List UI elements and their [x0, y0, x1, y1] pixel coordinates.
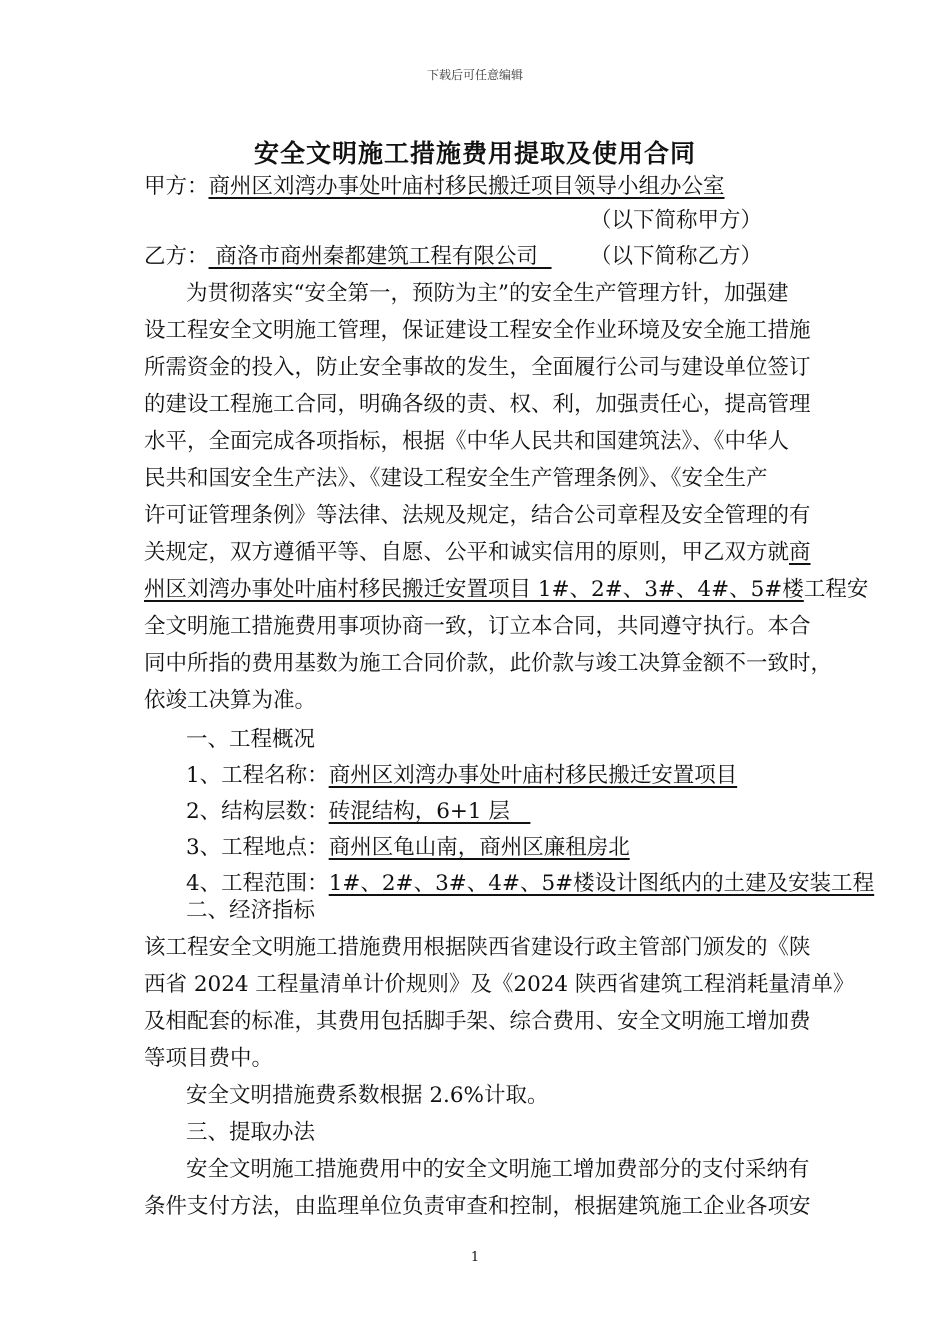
section-2-line: 等项目费中。 [144, 1046, 274, 1071]
section-1-heading: 一、工程概况 [186, 727, 316, 752]
item-label: 1、工程名称： [186, 763, 329, 788]
document-title: 安全文明施工措施费用提取及使用合同 [253, 139, 696, 168]
intro-line: 的建设工程施工合同，明确各级的责、权、利，加强责任心，提高管理 [144, 392, 811, 417]
structure-item [186, 801, 530, 823]
page-header-note: 下载后可任意编辑 [426, 68, 523, 82]
intro-line: 全文明施工措施费用事项协商一致，订立本合同，共同遵守执行。本合 [144, 614, 811, 639]
party-b-name: 商洛市商州秦都建筑工程有限公司 [208, 244, 552, 269]
intro-text: 工程安 [803, 577, 869, 602]
section-2-line: 该工程安全文明施工措施费用根据陕西省建设行政主管部门颁发的《陕 [144, 935, 811, 960]
item-label: 4、工程范围： [186, 871, 329, 896]
intro-text: 关规定，双方遵循平等、自愿、公平和诚实信用的原则，甲乙双方就 [144, 540, 790, 565]
page-number: 1 [470, 1250, 480, 1265]
location-item [186, 837, 630, 859]
intro-line: 水平，全面完成各项指标，根据《中华人民共和国建筑法》、《中华人 [144, 429, 790, 454]
item-value: 砖混结构，6+1 层 [328, 799, 531, 824]
section-3-heading: 三、提取办法 [186, 1120, 316, 1145]
project-name-underlined: 商 [789, 540, 811, 565]
party-a-label: 甲方： [144, 174, 209, 199]
intro-line: 许可证管理条例》等法律、法规及规定，结合公司章程及安全管理的有 [144, 503, 811, 528]
intro-line: 同中所指的费用基数为施工合同价款，此价款与竣工决算金额不一致时， [144, 651, 833, 676]
party-a-suffix: （以下简称甲方） [590, 208, 763, 233]
item-label: 2、结构层数： [186, 799, 329, 824]
scope-item [186, 873, 874, 895]
party-b-suffix: （以下简称乙方） [590, 244, 763, 269]
item-value: 商州区龟山南，商州区廉租房北 [328, 835, 630, 860]
project-name-item [186, 765, 737, 787]
intro-line [144, 542, 811, 564]
section-3-line: 条件支付方法，由监理单位负责审查和控制，根据建筑施工企业各项安 [144, 1194, 811, 1219]
intro-line: 民共和国安全生产法》、《建设工程安全生产管理条例》、《安全生产 [144, 466, 768, 491]
item-value: 1#、2#、3#、4#、5#楼设计图纸内的土建及安装工程 [328, 871, 875, 896]
intro-line: 为贯彻落实“安全第一，预防为主”的安全生产管理方针，加强建 [186, 281, 789, 306]
section-2-heading: 二、经济指标 [186, 898, 316, 923]
intro-line [144, 579, 868, 601]
item-value: 商州区刘湾办事处叶庙村移民搬迁安置项目 [328, 763, 738, 788]
section-2-line: 安全文明措施费系数根据 2.6%计取。 [186, 1083, 549, 1108]
intro-line: 依竣工决算为准。 [144, 688, 317, 713]
party-b-label: 乙方： [144, 244, 209, 269]
party-b-line [144, 246, 552, 268]
party-a-line [144, 176, 725, 198]
party-a-name: 商州区刘湾办事处叶庙村移民搬迁项目领导小组办公室 [208, 174, 725, 199]
item-label: 3、工程地点： [186, 835, 329, 860]
intro-line: 所需资金的投入，防止安全事故的发生，全面履行公司与建设单位签订 [144, 355, 811, 380]
project-name-underlined: 州区刘湾办事处叶庙村移民搬迁安置项目 1#、2#、3#、4#、5#楼 [144, 577, 804, 602]
section-2-line: 西省 2024 工程量清单计价规则》及《2024 陕西省建筑工程消耗量清单》 [144, 972, 855, 997]
section-3-line: 安全文明施工措施费用中的安全文明施工增加费部分的支付采纳有 [186, 1157, 810, 1182]
section-2-line: 及相配套的标准，其费用包括脚手架、综合费用、安全文明施工增加费 [144, 1009, 811, 1034]
intro-line: 设工程安全文明施工管理，保证建设工程安全作业环境及安全施工措施 [144, 318, 811, 343]
